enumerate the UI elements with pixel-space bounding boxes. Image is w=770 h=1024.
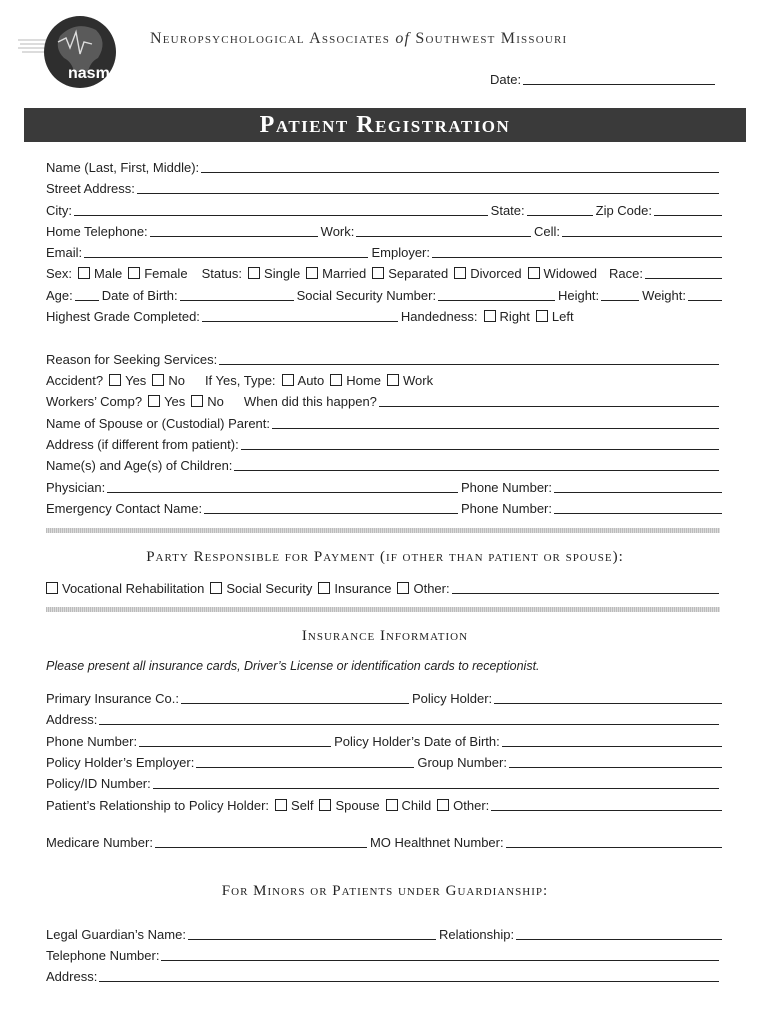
guardian-address-blank[interactable] <box>99 969 719 982</box>
home-tel-blank[interactable] <box>150 224 318 237</box>
divider <box>46 607 720 612</box>
sex-status-row: Sex: Male Female Status: Single Married Separated Divorced Widowed Race: <box>46 263 722 281</box>
other-payment-checkbox[interactable] <box>397 582 409 594</box>
other-relationship-blank[interactable] <box>491 798 722 811</box>
left-hand-checkbox[interactable] <box>536 310 548 322</box>
date-field[interactable] <box>490 72 718 87</box>
accident-no-checkbox[interactable] <box>152 374 164 386</box>
auto-checkbox[interactable] <box>282 374 294 386</box>
physician-blank[interactable] <box>107 480 458 493</box>
divorced-checkbox[interactable] <box>454 267 466 279</box>
insurance-phone-row: Phone Number: Policy Holder’s Date of Birth: <box>46 731 722 749</box>
alt-address-row: Address (if different from patient): <box>46 434 722 452</box>
accident-yes-checkbox[interactable] <box>109 374 121 386</box>
holder-employer-blank[interactable] <box>196 755 414 768</box>
primary-insurance-row: Primary Insurance Co.: Policy Holder: <box>46 688 722 706</box>
insurance-phone-blank[interactable] <box>139 734 331 747</box>
policy-holder-blank[interactable] <box>494 691 722 704</box>
minors-section-title: For Minors or Patients under Guardianship: <box>221 883 549 899</box>
home-checkbox[interactable] <box>330 374 342 386</box>
work-checkbox[interactable] <box>387 374 399 386</box>
insurance-address-row: Address: <box>46 709 722 727</box>
date-blank[interactable] <box>523 72 715 85</box>
race-blank[interactable] <box>645 266 722 279</box>
emergency-blank[interactable] <box>204 501 458 514</box>
work-tel-blank[interactable] <box>356 224 531 237</box>
social-security-checkbox[interactable] <box>210 582 222 594</box>
when-blank[interactable] <box>379 394 719 407</box>
reason-blank[interactable] <box>219 352 719 365</box>
date-label: Date: <box>490 72 522 87</box>
emergency-phone-blank[interactable] <box>554 501 722 514</box>
city-row: City: State: Zip Code: <box>46 200 722 218</box>
policy-id-row: Policy/ID Number: <box>46 773 722 791</box>
age-blank[interactable] <box>75 288 99 301</box>
weight-blank[interactable] <box>688 288 722 301</box>
spouse-row: Name of Spouse or (Custodial) Parent: <box>46 413 722 431</box>
comp-yes-checkbox[interactable] <box>148 395 160 407</box>
children-row: Name(s) and Age(s) of Children: <box>46 455 722 473</box>
email-row: Email: Employer: <box>46 242 722 260</box>
nasm-logo <box>18 14 118 92</box>
reason-row: Reason for Seeking Services: <box>46 349 722 367</box>
employer-blank[interactable] <box>432 245 722 258</box>
city-blank[interactable] <box>74 203 488 216</box>
guardian-phone-blank[interactable] <box>161 948 719 961</box>
page-title: Patient Registration <box>24 108 746 142</box>
right-hand-checkbox[interactable] <box>484 310 496 322</box>
physician-phone-blank[interactable] <box>554 480 722 493</box>
other-payment-blank[interactable] <box>452 581 719 594</box>
name-row: Name (Last, First, Middle): <box>46 157 722 175</box>
holder-employer-row: Policy Holder’s Employer: Group Number: <box>46 752 722 770</box>
emergency-row: Emergency Contact Name: Phone Number: <box>46 498 722 516</box>
height-blank[interactable] <box>601 288 639 301</box>
spouse-checkbox[interactable] <box>319 799 331 811</box>
insurance-address-blank[interactable] <box>99 712 719 725</box>
physician-row: Physician: Phone Number: <box>46 477 722 495</box>
age-row: Age: Date of Birth: Social Security Number: Height: Weight: <box>46 285 722 303</box>
street-row: Street Address: <box>46 178 722 196</box>
guardian-relationship-blank[interactable] <box>516 927 722 940</box>
phone-row: Home Telephone: Work: Cell: <box>46 221 722 239</box>
payment-section-title: Party Responsible for Payment (if other than patient or spouse): <box>146 549 624 565</box>
name-blank[interactable] <box>201 160 719 173</box>
alt-address-blank[interactable] <box>241 437 719 450</box>
insurance-note: Please present all insurance cards, Driver’s License or identification cards to receptionist. <box>46 659 540 673</box>
organization-name: Neuropsychological Associates of Southwest Missouri <box>150 30 568 47</box>
grade-blank[interactable] <box>202 309 398 322</box>
insurance-section-title: Insurance Information <box>301 628 469 644</box>
accident-row: Accident? Yes No If Yes, Type: Auto Home Work <box>46 373 434 388</box>
street-blank[interactable] <box>137 181 719 194</box>
female-checkbox[interactable] <box>128 267 140 279</box>
guardian-address-row: Address: <box>46 966 722 984</box>
separated-checkbox[interactable] <box>372 267 384 279</box>
divider <box>46 528 720 533</box>
insurance-checkbox[interactable] <box>318 582 330 594</box>
ssn-blank[interactable] <box>438 288 555 301</box>
medicare-row: Medicare Number: MO Healthnet Number: <box>46 832 722 850</box>
guardian-row: Legal Guardian’s Name: Relationship: <box>46 924 722 942</box>
logo-text: nasm <box>68 65 110 82</box>
comp-no-checkbox[interactable] <box>191 395 203 407</box>
spouse-blank[interactable] <box>272 416 719 429</box>
grade-row: Highest Grade Completed: Handedness: Right Left <box>46 309 574 324</box>
self-checkbox[interactable] <box>275 799 287 811</box>
married-checkbox[interactable] <box>306 267 318 279</box>
vocational-checkbox[interactable] <box>46 582 58 594</box>
mo-healthnet-blank[interactable] <box>506 835 722 848</box>
relationship-row: Patient’s Relationship to Policy Holder: Self Spouse Child Other: <box>46 795 722 813</box>
single-checkbox[interactable] <box>248 267 260 279</box>
holder-dob-blank[interactable] <box>502 734 722 747</box>
children-blank[interactable] <box>234 458 719 471</box>
guardian-blank[interactable] <box>188 927 436 940</box>
state-blank[interactable] <box>527 203 593 216</box>
email-blank[interactable] <box>84 245 368 258</box>
guardian-phone-row: Telephone Number: <box>46 945 722 963</box>
workers-comp-row: Workers’ Comp? Yes No When did this happen? <box>46 391 722 409</box>
policy-id-blank[interactable] <box>153 776 719 789</box>
group-number-blank[interactable] <box>509 755 722 768</box>
cell-blank[interactable] <box>562 224 722 237</box>
other-relationship-checkbox[interactable] <box>437 799 449 811</box>
zip-blank[interactable] <box>654 203 722 216</box>
widowed-checkbox[interactable] <box>528 267 540 279</box>
child-checkbox[interactable] <box>386 799 398 811</box>
payment-row: Vocational Rehabilitation Social Security Insurance Other: <box>42 578 722 596</box>
dob-blank[interactable] <box>180 288 294 301</box>
primary-insurance-blank[interactable] <box>181 691 409 704</box>
medicare-blank[interactable] <box>155 835 367 848</box>
male-checkbox[interactable] <box>78 267 90 279</box>
